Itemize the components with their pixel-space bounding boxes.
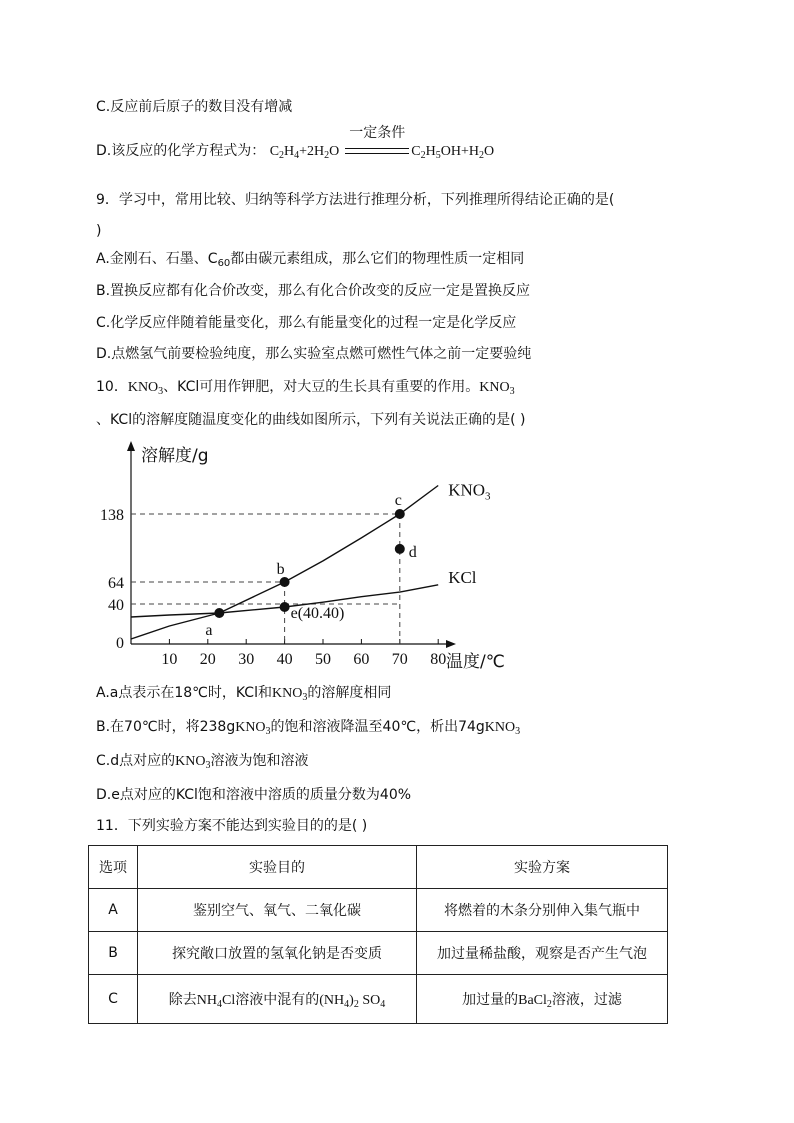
row-plan — [417, 975, 668, 1024]
row-option: C — [89, 975, 138, 1024]
formula-kno3: $KNO_3$ — [127, 380, 164, 397]
solubility-chart — [96, 435, 526, 675]
row-plan: 将燃着的木条分别伸入集气瓶中 — [417, 889, 668, 932]
formula-kno3: $KNO_3$ — [479, 380, 515, 397]
row-option: A — [89, 889, 138, 932]
header-option: 选项 — [89, 846, 138, 889]
x-tick-label: 40 — [276, 651, 293, 668]
q10-option-c — [96, 751, 308, 772]
series-label-kno3: $KNO_3$ — [448, 480, 491, 503]
q9-option-b: B.置换反应都有化合价改变，那么有化合价改变的反应一定是置换反应 — [96, 283, 531, 299]
experiment-table — [88, 845, 668, 1024]
y-tick-label: 0 — [116, 635, 124, 652]
row-plan-text2: 溶液，过滤 — [551, 992, 622, 1008]
q9-stem-close: ) — [96, 223, 102, 239]
formula-kno3: $KNO_3$ — [271, 686, 308, 703]
q10-option-d: D.e点对应的KCl饱和溶液中溶质的质量分数为40% — [96, 787, 412, 803]
header-plan: 实验方案 — [417, 846, 668, 889]
row-goal: 鉴别空气、氧气、二氧化碳 — [138, 889, 417, 932]
q9-option-a-sub: 60 — [217, 258, 231, 269]
formula-kno3: $KNO_3$ — [484, 720, 521, 737]
formula-nh4-2so4: $(NH_4)_2$ $SO_4$ — [319, 993, 386, 1010]
q10-stem-line2: 、KCl的溶解度随温度变化的曲线如图所示，下列有关说法正确的是( ) — [96, 412, 526, 428]
q9-option-a-text1: A.金刚石、石墨、C — [96, 251, 218, 267]
q10-option-c-text1: C.d点对应的 — [96, 753, 176, 769]
reaction-condition: 一定条件 — [349, 125, 406, 141]
formula-kno3: $KNO_3$ — [175, 754, 211, 771]
x-axis-arrow — [446, 640, 456, 648]
formula-kno3: $KNO_3$ — [235, 720, 271, 737]
x-tick-label: 50 — [315, 651, 331, 668]
row-goal-text1: 除去 — [168, 992, 197, 1008]
q10-option-b — [96, 717, 520, 738]
q10-stem-text: 、KCl可用作钾肥，对大豆的生长具有重要的作用。 — [163, 379, 480, 395]
point-label-b: b — [276, 561, 285, 578]
q8-option-c: C.反应前后原子的数目没有增减 — [96, 99, 293, 115]
equation-products: $C_2H_5OH+H_2O$ — [411, 144, 495, 161]
table-row — [89, 932, 668, 975]
point-a — [214, 608, 224, 618]
table-row — [89, 975, 668, 1024]
chart-axes — [100, 441, 505, 672]
table-row — [89, 889, 668, 932]
formula-nh4cl: $NH_4Cl$ — [196, 993, 236, 1010]
x-tick-label: 30 — [238, 651, 255, 668]
row-goal — [138, 975, 417, 1024]
point-b — [280, 577, 290, 587]
q9-option-a-text2: 都由碳元素组成，那么它们的物理性质一定相同 — [230, 251, 525, 267]
q10-stem-line1 — [96, 377, 515, 398]
x-tick-label: 10 — [161, 651, 178, 668]
q10-option-c-text2: 溶液为饱和溶液 — [210, 753, 309, 769]
q11-stem: 11．下列实验方案不能达到实验目的的是( ) — [96, 818, 368, 834]
row-option: B — [89, 932, 138, 975]
equation-reactants: $C_2H_4+2H_2O$ — [269, 144, 340, 161]
point-c — [395, 509, 405, 519]
q8-option-d-label: D.该反应的化学方程式为： — [96, 143, 266, 159]
q10-option-a-text1: A.a点表示在18℃时，KCl和 — [96, 685, 272, 701]
series-label-kcl: KCl — [448, 567, 477, 587]
q9-option-d: D.点燃氢气前要检验纯度，那么实验室点燃可燃性气体之前一定要验纯 — [96, 346, 532, 362]
point-e — [280, 602, 290, 612]
x-tick-label: 60 — [353, 651, 370, 668]
point-label-e: e(40.40) — [290, 605, 345, 622]
header-goal: 实验目的 — [138, 846, 417, 889]
q10-number: 10． — [96, 379, 128, 395]
q10-option-a-text2: 的溶解度相同 — [307, 685, 392, 701]
q10-option-b-text1: B.在70℃时，将238g — [96, 719, 236, 735]
point-label-d: d — [408, 543, 417, 561]
q8-option-d — [96, 125, 495, 162]
q9-option-c: C.化学反应伴随着能量变化，那么有能量变化的过程一定是化学反应 — [96, 315, 517, 331]
row-goal: 探究敞口放置的氢氧化钠是否变质 — [138, 932, 417, 975]
q10-option-a — [96, 683, 391, 704]
reaction-arrow — [343, 125, 411, 161]
table-header-row — [89, 846, 668, 889]
y-axis-arrow — [127, 441, 135, 451]
point-d — [395, 544, 405, 554]
point-label-a: a — [205, 622, 213, 639]
series-label-subscript: 3 — [485, 490, 491, 503]
q9-stem: 9．学习中，常用比较、归纳等科学方法进行推理分析，下列推理所得结论正确的是( — [96, 192, 615, 208]
y-tick-label: 40 — [108, 597, 124, 614]
point-label-c: c — [394, 492, 402, 509]
q10-option-b-text2: 的饱和溶液降温至40℃，析出74g — [270, 719, 485, 735]
x-tick-label: 80 — [430, 651, 447, 668]
q9-option-a — [96, 249, 524, 269]
y-axis-label: 溶解度/g — [141, 446, 209, 466]
row-plan: 加过量稀盐酸，观察是否产生气泡 — [417, 932, 668, 975]
x-axis-label: 温度/℃ — [446, 652, 505, 672]
row-plan-text1: 加过量的 — [462, 992, 519, 1008]
y-tick-label: 64 — [108, 575, 124, 592]
x-tick-label: 20 — [199, 651, 216, 668]
formula-bacl2: BaCl$_2$ — [518, 993, 552, 1010]
x-tick-label: 70 — [391, 651, 408, 668]
row-goal-text2: 溶液中混有的 — [235, 992, 320, 1008]
y-tick-label: 138 — [100, 507, 124, 524]
